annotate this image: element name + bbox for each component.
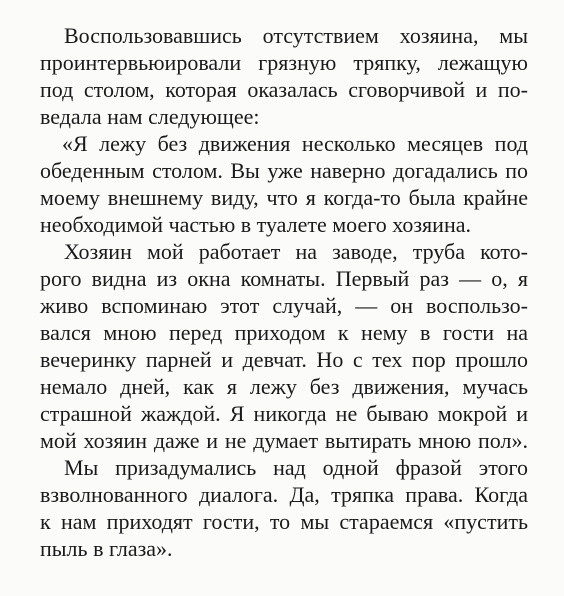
text-line-20: пыль в глаза». [40,536,173,561]
text-line-2: проинтервьюировали грязную тряпку, лежащую [40,50,528,75]
text-line-18: взволнованного диалога. Да, тряпка права. Когда [40,482,528,507]
text-line-17: Мы призадумались над одной фразой этого [64,455,528,480]
text-line-16: мой хозяин даже и не думает вытирать мною пол». [40,428,528,453]
text-line-10: рого видна из окна комнаты. Первый раз — о, я [40,266,528,291]
text-line-13: вечеринку парней и девчат. Но с тех пор прошло [40,347,528,372]
text-line-15: страшной жаждой. Я никогда не бываю мокрой и [40,401,528,426]
text-line-12: вался мною перед приходом к нему в гости на [40,320,528,345]
text-line-5: «Я лежу без движения несколько месяцев под [62,131,528,156]
text-line-9: Хозяин мой работает на заводе, труба кото- [64,239,528,264]
text-line-19: к нам приходят гости, то мы стараемся «пустить [40,509,528,534]
text-line-6: обеденным столом. Вы уже наверно догадались по [40,158,528,183]
text-line-7: моему внешнему виду, что я когда-то была крайне [40,185,528,210]
text-line-11: живо вспоминаю этот случай, — он воспользо- [40,293,528,318]
text-line-4: ведала нам следующее: [40,104,260,129]
text-line-3: под столом, которая оказалась сговорчивой и по- [40,77,528,102]
text-line-14: немало дней, как я лежу без движения, мучась [40,374,528,399]
text-line-8: необходимой частью в туалете моего хозяина. [40,212,471,237]
text-line-1: Воспользовавшись отсутствием хозяина, мы [64,23,528,48]
